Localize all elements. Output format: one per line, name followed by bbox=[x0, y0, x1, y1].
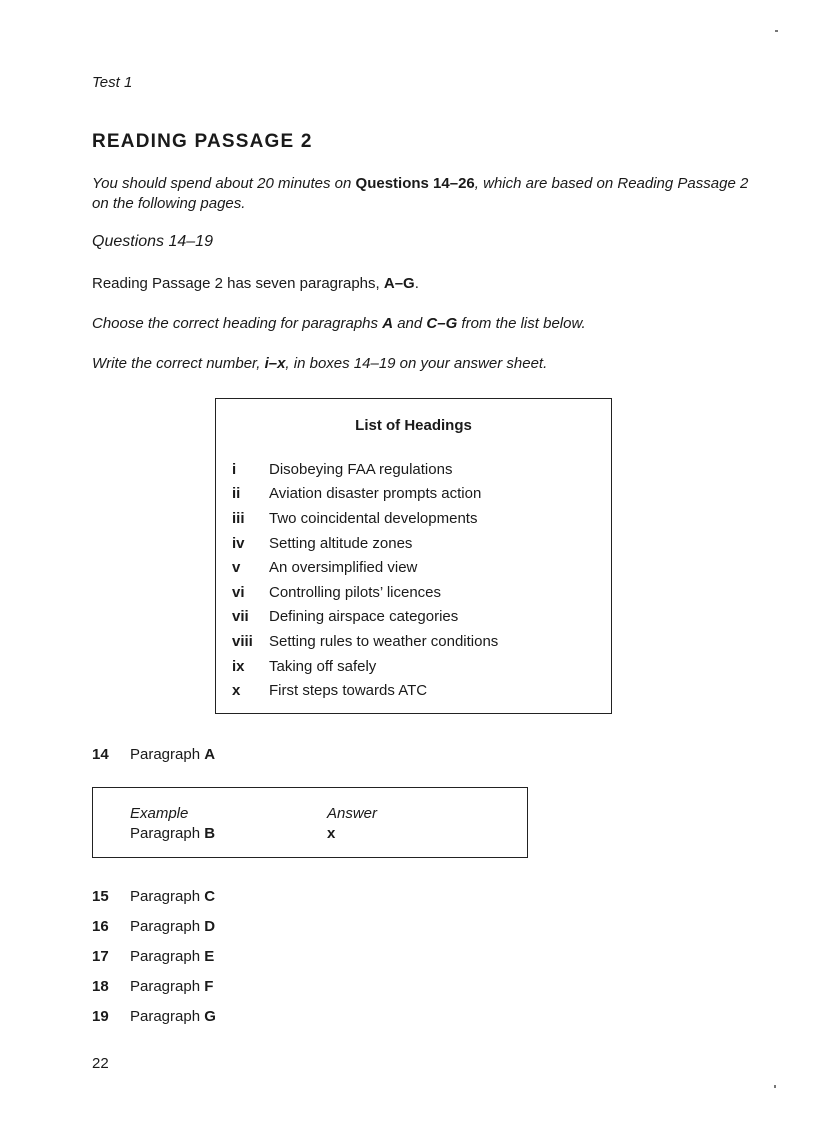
question-19 bbox=[92, 1008, 216, 1025]
heading-text: First steps towards ATC bbox=[269, 682, 428, 700]
heading-num: vi bbox=[232, 583, 245, 601]
question-number: 17 bbox=[92, 948, 109, 965]
test-label: Test 1 bbox=[92, 74, 133, 91]
choose-part2: and bbox=[393, 315, 427, 332]
example-right-column bbox=[327, 804, 377, 844]
example-paragraph-letter: B bbox=[204, 825, 216, 842]
paragraph-info bbox=[92, 275, 419, 292]
question-letter: G bbox=[204, 1008, 216, 1025]
heading-num: v bbox=[232, 559, 241, 577]
question-letter: C bbox=[204, 888, 216, 905]
question-label: Paragraph bbox=[130, 918, 205, 935]
section-title: READING PASSAGE 2 bbox=[92, 131, 313, 152]
instructions-part1: You should spend about 20 minutes on bbox=[92, 175, 356, 192]
scan-mark bbox=[775, 30, 778, 32]
heading-num: viii bbox=[232, 632, 253, 650]
heading-num: ii bbox=[232, 485, 241, 503]
question-number: 15 bbox=[92, 888, 109, 905]
example-box bbox=[92, 787, 528, 858]
instructions bbox=[92, 174, 752, 214]
heading-item bbox=[232, 457, 498, 482]
heading-item bbox=[232, 506, 498, 531]
example-paragraph-label: Paragraph bbox=[130, 825, 205, 842]
heading-item bbox=[232, 580, 498, 605]
question-number: 14 bbox=[92, 746, 109, 763]
instructions-part2: , which are based on Reading Passage 2 on the following pages. bbox=[92, 175, 749, 212]
example-paragraph bbox=[130, 824, 215, 844]
heading-item bbox=[232, 605, 498, 630]
heading-text: Disobeying FAA regulations bbox=[269, 460, 453, 478]
heading-item bbox=[232, 555, 498, 580]
choose-part1: Choose the correct heading for paragraphs bbox=[92, 315, 383, 332]
headings-list bbox=[232, 457, 498, 703]
question-17 bbox=[92, 948, 214, 965]
question-number: 16 bbox=[92, 918, 109, 935]
heading-num: vii bbox=[232, 608, 249, 626]
instructions-questions: Questions 14–26 bbox=[355, 175, 475, 192]
paragraph-info-text: Reading Passage 2 has seven paragraphs, bbox=[92, 275, 384, 292]
heading-num: i bbox=[232, 460, 237, 478]
question-label: Paragraph bbox=[130, 978, 205, 995]
answer-label: Answer bbox=[327, 805, 378, 822]
paragraph-info-bold: A–G bbox=[383, 275, 415, 292]
heading-num: x bbox=[232, 682, 241, 700]
question-letter: E bbox=[204, 948, 215, 965]
question-number: 18 bbox=[92, 978, 109, 995]
question-14 bbox=[92, 746, 215, 763]
heading-text: Setting rules to weather conditions bbox=[269, 632, 499, 650]
question-label: Paragraph bbox=[130, 1008, 205, 1025]
choose-bold-cg: C–G bbox=[426, 315, 458, 332]
heading-item bbox=[232, 654, 498, 679]
heading-item bbox=[232, 629, 498, 654]
question-letter: D bbox=[204, 918, 216, 935]
heading-item bbox=[232, 678, 498, 703]
heading-num: ix bbox=[232, 657, 245, 675]
heading-text: Two coincidental developments bbox=[269, 509, 478, 527]
heading-item bbox=[232, 482, 498, 507]
heading-item bbox=[232, 531, 498, 556]
choose-part3: from the list below. bbox=[457, 315, 586, 332]
question-15 bbox=[92, 888, 215, 905]
page-number: 22 bbox=[92, 1055, 109, 1072]
scan-mark bbox=[774, 1085, 776, 1088]
write-instruction bbox=[92, 355, 547, 372]
choose-instruction bbox=[92, 315, 586, 332]
list-of-headings-box bbox=[215, 398, 612, 714]
heading-num: iv bbox=[232, 534, 245, 552]
write-bold: i–x bbox=[264, 355, 286, 372]
heading-text: An oversimplified view bbox=[269, 559, 418, 577]
choose-bold-a: A bbox=[382, 315, 394, 332]
question-label: Paragraph bbox=[130, 746, 205, 763]
question-number: 19 bbox=[92, 1008, 109, 1025]
question-16 bbox=[92, 918, 215, 935]
heading-num: iii bbox=[232, 509, 245, 527]
question-label: Paragraph bbox=[130, 888, 205, 905]
heading-text: Taking off safely bbox=[269, 657, 377, 675]
paragraph-info-end: . bbox=[414, 275, 419, 292]
question-18 bbox=[92, 978, 213, 995]
heading-text: Defining airspace categories bbox=[269, 608, 459, 626]
answer-value: x bbox=[327, 825, 336, 842]
question-letter: A bbox=[204, 746, 216, 763]
heading-text: Aviation disaster prompts action bbox=[269, 485, 482, 503]
write-part1: Write the correct number, bbox=[92, 355, 265, 372]
question-letter: F bbox=[204, 978, 214, 995]
example-left-column bbox=[130, 804, 215, 844]
example-label: Example bbox=[130, 805, 189, 822]
write-part2: , in boxes 14–19 on your answer sheet. bbox=[285, 355, 548, 372]
questions-range: Questions 14–19 bbox=[92, 233, 213, 250]
heading-text: Setting altitude zones bbox=[269, 534, 413, 552]
heading-text: Controlling pilots’ licences bbox=[269, 583, 442, 601]
question-label: Paragraph bbox=[130, 948, 205, 965]
headings-title: List of Headings bbox=[355, 417, 472, 434]
